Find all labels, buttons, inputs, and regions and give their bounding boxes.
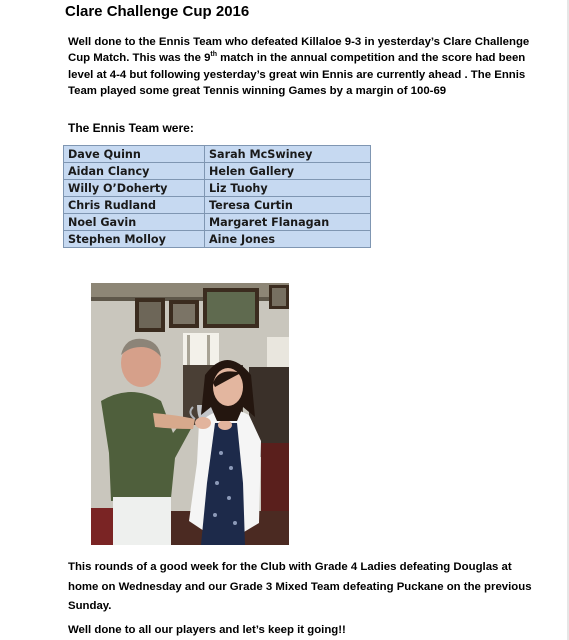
player-name-cell: Willy O’Doherty [64,180,205,197]
intro-text-part1: Well done to the Ennis Team who defeated Killaloe 9-3 in yesterday’s Clare Challenge Cup Match. This was the 9 [68,36,530,65]
signoff-line: Well done to all our players and let’s keep it going!! [68,624,346,636]
player-name-cell: Liz Tuohy [205,180,371,197]
player-name-cell: Helen Gallery [205,163,371,180]
table-row [64,231,371,248]
closing-paragraph: This rounds of a good week for the Club with Grade 4 Ladies defeating Douglas at home on Wednesday and our Grade 3 Mixed Team defeating Puckane on the previous Sunday. [68,561,532,612]
trophy-presentation-photo [91,283,289,545]
player-name-cell: Aidan Clancy [64,163,205,180]
player-name-cell: Noel Gavin [64,214,205,231]
intro-ordinal-suffix: th [210,51,218,59]
team-table [63,145,371,248]
page-title: Clare Challenge Cup 2016 [65,3,250,20]
table-row [64,180,371,197]
table-row [64,214,371,231]
player-name-cell: Chris Rudland [64,197,205,214]
table-row [64,146,371,163]
intro-text-part2: match in the annual competition and the score had been level at 4-4 but following yesterday’s great win Ennis are currently ahead . The Ennis Team played some great Tennis winning Games by a margin of 100-69 [68,52,526,97]
player-name-cell: Stephen Molloy [64,231,205,248]
player-name-cell: Aine Jones [205,231,371,248]
player-name-cell: Sarah McSwiney [205,146,371,163]
table-row [64,163,371,180]
table-row [64,197,371,214]
player-name-cell: Teresa Curtin [205,197,371,214]
team-heading: The Ennis Team were: [68,121,194,135]
player-name-cell: Margaret Flanagan [205,214,371,231]
intro-paragraph [68,34,538,99]
player-name-cell: Dave Quinn [64,146,205,163]
